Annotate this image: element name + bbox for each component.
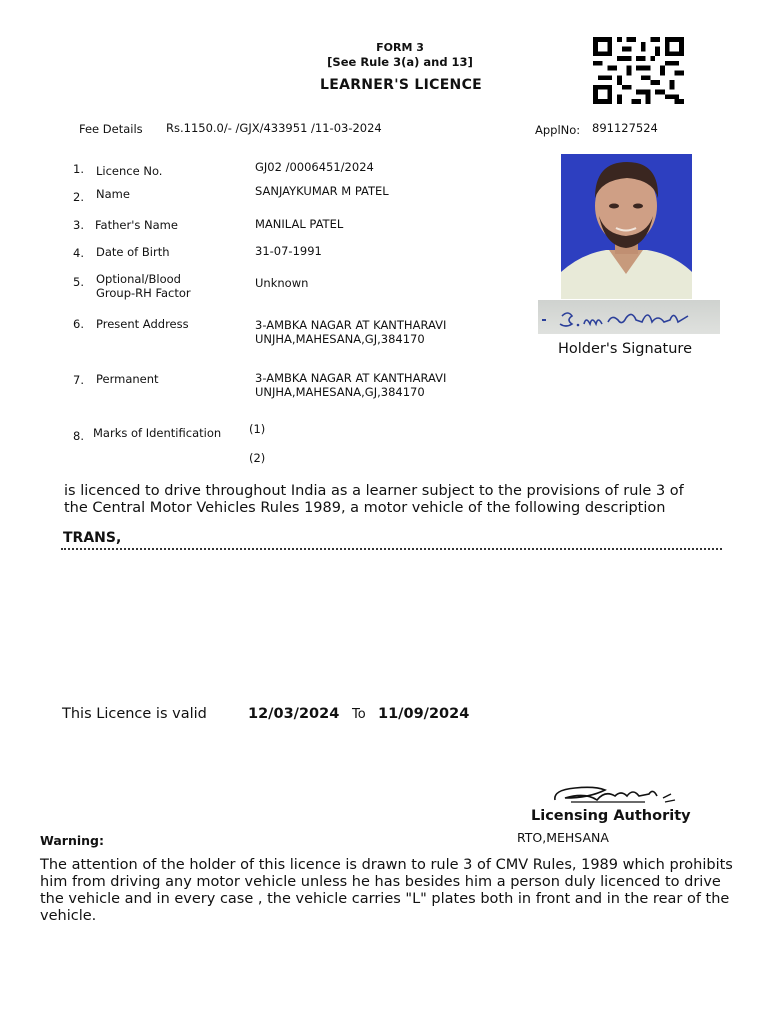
field-number: 8. xyxy=(73,429,84,443)
blood-group-label-line2: Group-RH Factor xyxy=(96,286,191,300)
fee-details-label: Fee Details xyxy=(79,122,143,136)
mark-1: (1) xyxy=(249,422,266,436)
holder-signature-image xyxy=(538,300,720,334)
field-number: 4. xyxy=(73,246,84,260)
field-number: 6. xyxy=(73,317,84,331)
form-number: FORM 3 xyxy=(376,41,424,54)
permanent-address-line2: UNJHA,MAHESANA,GJ,384170 xyxy=(255,385,425,399)
licence-statement-line1: is licenced to drive throughout India as a learner subject to the provisions of rule 3 of xyxy=(64,483,684,499)
field-number: 3. xyxy=(73,218,84,232)
vehicle-class: TRANS, xyxy=(63,530,122,546)
valid-to-date: 11/09/2024 xyxy=(378,706,470,722)
document-title: LEARNER'S LICENCE xyxy=(319,77,483,93)
field-number: 1. xyxy=(73,162,84,176)
blood-group-value: Unknown xyxy=(255,276,309,290)
marks-identification-label: Marks of Identification xyxy=(93,426,222,440)
fathers-name-label: Father's Name xyxy=(95,218,178,232)
fathers-name-value: MANILAL PATEL xyxy=(255,217,344,231)
blood-group-label-line1: Optional/Blood xyxy=(96,272,181,286)
licence-statement xyxy=(64,483,744,517)
qr-code-icon xyxy=(591,37,686,104)
appl-no-label: ApplNo: xyxy=(535,123,581,137)
permanent-address-label: Permanent xyxy=(96,372,159,386)
licence-statement-line2: the Central Motor Vehicles Rules 1989, a motor vehicle of the following description xyxy=(64,500,666,516)
field-number: 7. xyxy=(73,373,84,387)
holder-signature-label: Holder's Signature xyxy=(558,341,692,357)
name-value: SANJAYKUMAR M PATEL xyxy=(255,184,389,198)
holder-photo xyxy=(561,154,692,299)
authority-signature-image xyxy=(545,778,685,810)
licence-no-value: GJ02 /0006451/2024 xyxy=(255,160,374,174)
present-address-line1: 3-AMBKA NAGAR AT KANTHARAVI xyxy=(255,318,447,332)
dob-label: Date of Birth xyxy=(96,245,170,259)
appl-no-value: 891127524 xyxy=(592,121,658,135)
name-label: Name xyxy=(96,187,130,201)
present-address-line2: UNJHA,MAHESANA,GJ,384170 xyxy=(255,332,425,346)
field-number: 2. xyxy=(73,190,84,204)
dotted-divider xyxy=(61,548,722,550)
licensing-authority-title: Licensing Authority xyxy=(531,808,691,824)
warning-label: Warning: xyxy=(40,833,104,848)
valid-from-date: 12/03/2024 xyxy=(248,706,340,722)
permanent-address-line1: 3-AMBKA NAGAR AT KANTHARAVI xyxy=(255,371,447,385)
dob-value: 31-07-1991 xyxy=(255,244,322,258)
warning-text: The attention of the holder of this licence is drawn to rule 3 of CMV Rules, 1989 which prohibits him from driving any motor vehicle unless he has besides him a person duly licenced to drive the vehicle and in every case , the vehicle carries "L" plates both in front and in the rear of the vehicle. xyxy=(40,857,733,924)
validity-label: This Licence is valid xyxy=(62,706,207,722)
mark-2: (2) xyxy=(249,451,266,465)
rule-reference: [See Rule 3(a) and 13] xyxy=(327,55,473,69)
licensing-authority-office: RTO,MEHSANA xyxy=(517,830,609,845)
fee-details-value: Rs.1150.0/- /GJX/433951 /11-03-2024 xyxy=(166,121,382,135)
field-number: 5. xyxy=(73,275,84,289)
validity-to-word: To xyxy=(352,707,366,722)
licence-no-label: Licence No. xyxy=(96,164,163,178)
present-address-label: Present Address xyxy=(96,317,189,331)
